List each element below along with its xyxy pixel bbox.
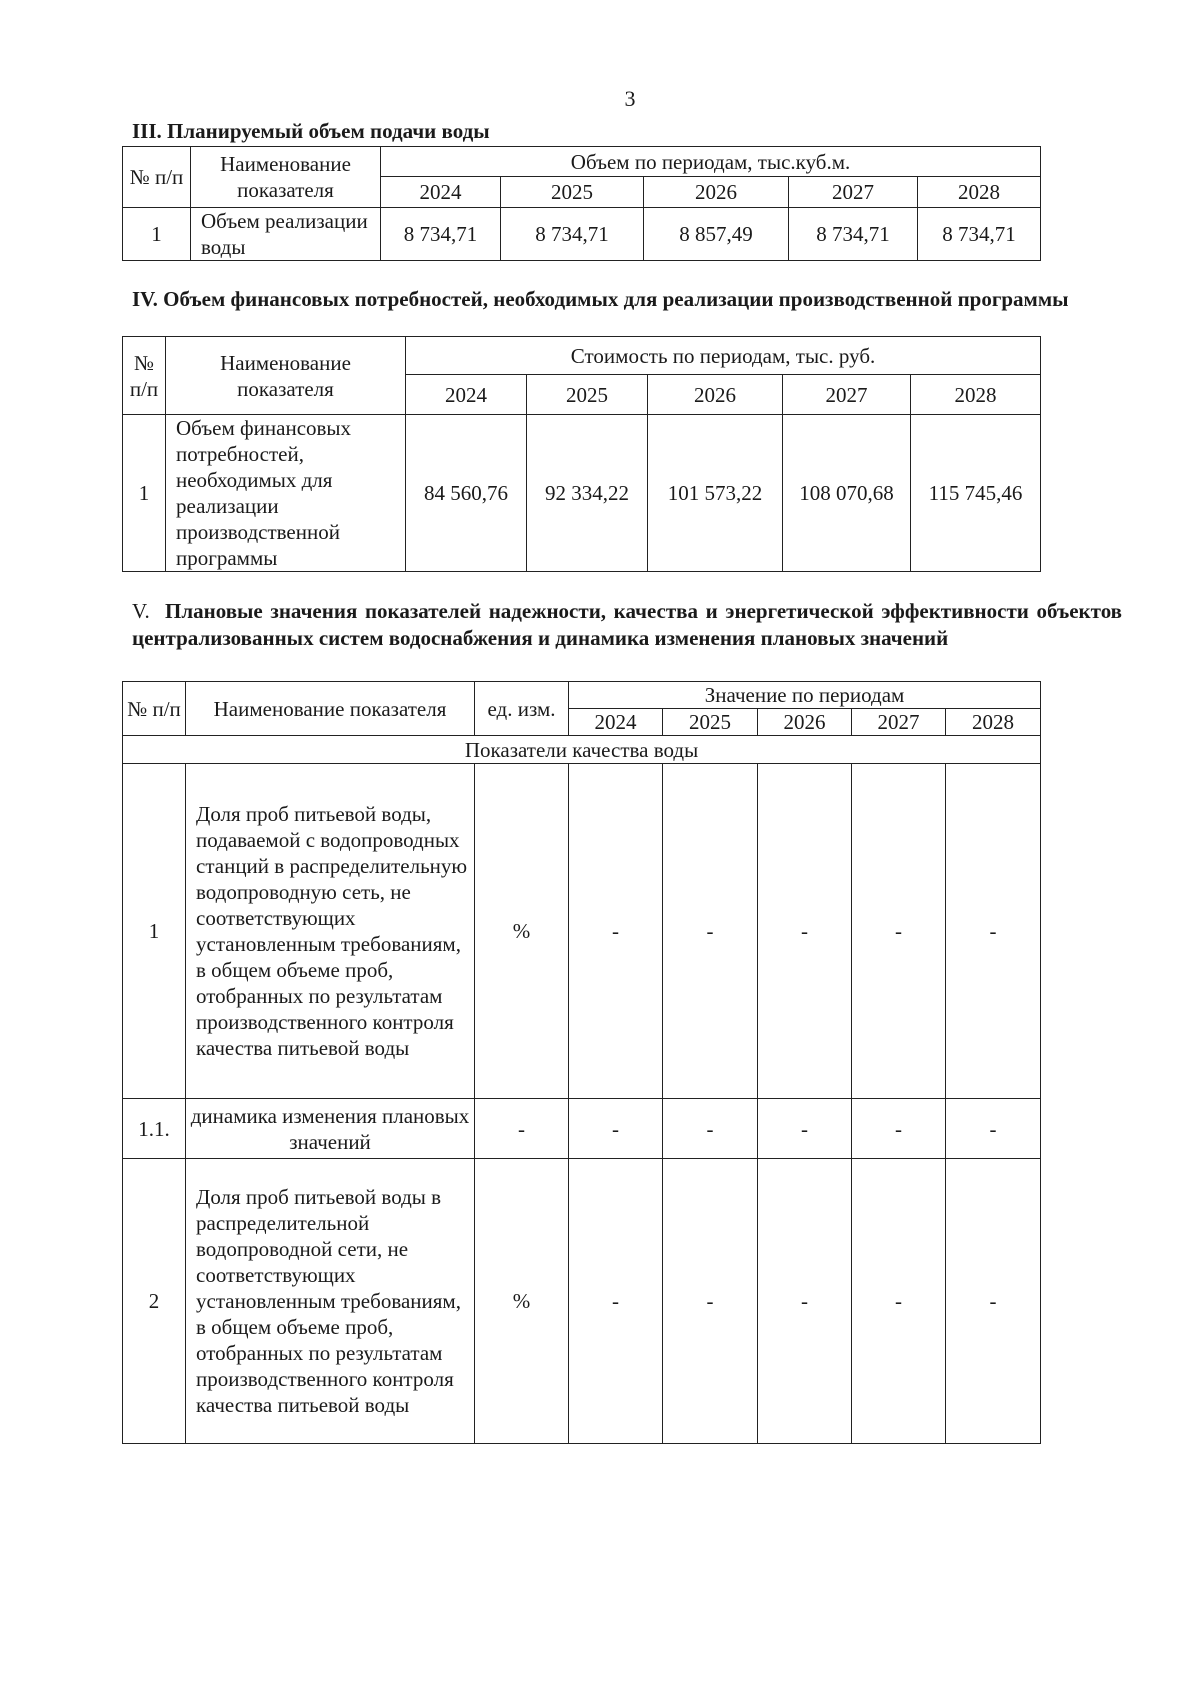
row-value: - — [852, 764, 946, 1099]
column-header-year: 2027 — [783, 375, 911, 415]
column-header-year: 2028 — [918, 177, 1041, 208]
row-number: 1 — [123, 764, 186, 1099]
column-header-year: 2024 — [381, 177, 501, 208]
row-name: Объем реализации воды — [191, 208, 381, 261]
row-value: 115 745,46 — [911, 415, 1041, 572]
table-subheader: Показатели качества воды — [123, 736, 1041, 764]
row-value: 8 734,71 — [918, 208, 1041, 261]
section-3-heading — [132, 118, 1122, 145]
row-value: - — [946, 764, 1041, 1099]
row-value: 8 734,71 — [501, 208, 644, 261]
row-value: - — [758, 764, 852, 1099]
row-value: - — [946, 1099, 1041, 1159]
indicators-table — [122, 681, 1041, 1444]
row-value: 101 573,22 — [648, 415, 783, 572]
section-4-heading — [132, 286, 1122, 313]
column-group-header: Объем по периодам, тыс.куб.м. — [381, 147, 1041, 177]
column-header-year: 2025 — [527, 375, 648, 415]
row-value: - — [663, 764, 758, 1099]
row-number: 1.1. — [123, 1099, 186, 1159]
column-header-year: 2025 — [501, 177, 644, 208]
table-row — [123, 208, 1041, 261]
row-value: - — [569, 1099, 663, 1159]
column-header-name: Наименование показателя — [166, 337, 406, 415]
row-unit: % — [475, 764, 569, 1099]
column-header-year: 2025 — [663, 709, 758, 736]
column-header-year: 2024 — [406, 375, 527, 415]
table-row — [123, 764, 1041, 1099]
row-value: 108 070,68 — [783, 415, 911, 572]
table-row — [123, 415, 1041, 572]
row-value: - — [569, 1159, 663, 1444]
section-5-title-text: Плановые значения показателей надежности, качества и энергетической эффективности объектов централизованных систем водоснабжения и динамика изменения плановых значений — [132, 599, 1123, 650]
column-header-name: Наименование показателя — [186, 682, 475, 736]
row-unit: - — [475, 1099, 569, 1159]
column-header-name: Наименование показателя — [191, 147, 381, 208]
row-value: - — [852, 1099, 946, 1159]
column-header-year: 2028 — [946, 709, 1041, 736]
column-header-number: № п/п — [123, 682, 186, 736]
row-name: динамика изменения плановых значений — [186, 1099, 475, 1159]
section-3-title: III. Планируемый объем подачи воды — [132, 119, 490, 143]
row-unit: % — [475, 1159, 569, 1444]
row-name: Доля проб питьевой воды, подаваемой с водопроводных станций в распределительную водопроводную сеть, не соответствующих установленным требованиям, в общем объеме проб, отобранных по результатам производственного контроля качества питьевой воды — [186, 764, 475, 1099]
section-4-title: IV. Объем финансовых потребностей, необходимых для реализации производственной программы — [132, 287, 1069, 311]
row-value: - — [852, 1159, 946, 1444]
row-value: 8 734,71 — [789, 208, 918, 261]
financial-needs-table — [122, 336, 1041, 572]
section-5-number: V. — [132, 599, 150, 623]
column-header-year: 2024 — [569, 709, 663, 736]
row-value: - — [663, 1159, 758, 1444]
table-row — [123, 1099, 1041, 1159]
column-header-year: 2027 — [852, 709, 946, 736]
column-group-header: Стоимость по периодам, тыс. руб. — [406, 337, 1041, 375]
column-header-year: 2027 — [789, 177, 918, 208]
column-header-number: № п/п — [123, 337, 166, 415]
row-value: 8 857,49 — [644, 208, 789, 261]
column-header-unit: ед. изм. — [475, 682, 569, 736]
column-header-number: № п/п — [123, 147, 191, 208]
section-5-heading — [132, 598, 1122, 652]
row-value: - — [663, 1099, 758, 1159]
water-supply-table — [122, 146, 1041, 261]
row-name: Доля проб питьевой воды в распределительной водопроводной сети, не соответствующих установленным требованиям, в общем объеме проб, отобранных по результатам производственного контроля качества питьевой воды — [186, 1159, 475, 1444]
column-group-header: Значение по периодам — [569, 682, 1041, 709]
column-header-year: 2026 — [644, 177, 789, 208]
row-value: 92 334,22 — [527, 415, 648, 572]
table-row — [123, 1159, 1041, 1444]
row-value: - — [758, 1159, 852, 1444]
column-header-year: 2028 — [911, 375, 1041, 415]
section-5-title — [132, 598, 1122, 652]
row-value: 8 734,71 — [381, 208, 501, 261]
column-header-year: 2026 — [648, 375, 783, 415]
column-header-year: 2026 — [758, 709, 852, 736]
row-value: 84 560,76 — [406, 415, 527, 572]
page-number: 3 — [624, 86, 636, 111]
row-number: 1 — [123, 415, 166, 572]
row-value: - — [946, 1159, 1041, 1444]
row-name: Объем финансовых потребностей, необходимых для реализации производственной программы — [166, 415, 406, 572]
row-number: 1 — [123, 208, 191, 261]
row-number: 2 — [123, 1159, 186, 1444]
row-value: - — [758, 1099, 852, 1159]
row-value: - — [569, 764, 663, 1099]
